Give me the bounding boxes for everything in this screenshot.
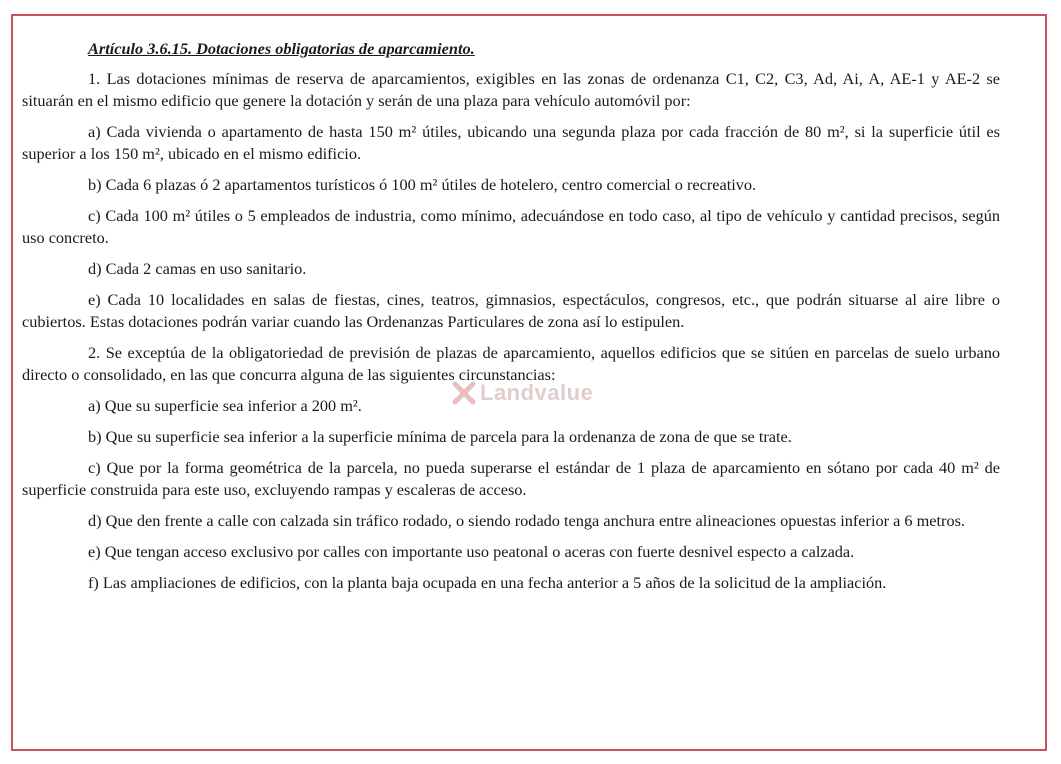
paragraph-2f: f) Las ampliaciones de edificios, con la planta baja ocupada en una fecha anterior a 5 años de la solicitud de la ampliación.: [88, 573, 887, 592]
paragraph-2a: a) Que su superficie sea inferior a 200 m².: [88, 396, 362, 415]
paragraph-1e: e) Cada 10 localidades en salas de fiestas, cines, teatros, gimnasios, espectáculos, congresos, etc., que podrán situarse al aire libre o cubiertos. Estas dotaciones podrán variar cuando las Ordenanzas Particulares de zona así lo estipulen.: [22, 290, 1000, 331]
paragraph-1d: d) Cada 2 camas en uso sanitario.: [88, 259, 307, 278]
watermark-text: Landvalue: [480, 380, 594, 405]
paragraph-1a: a) Cada vivienda o apartamento de hasta 150 m² útiles, ubicando una segunda plaza por cada fracción de 80 m², si la superficie útil es superior a los 150 m², ubicado en el mismo edificio.: [22, 122, 1000, 163]
paragraph-1: 1. Las dotaciones mínimas de reserva de aparcamientos, exigibles en las zonas de ordenanza C1, C2, C3, Ad, Ai, A, AE-1 y AE-2 se situarán en el mismo edificio que genere la dotación y serán de una plaza para vehículo automóvil por:: [22, 69, 1000, 110]
paragraph-2c: c) Que por la forma geométrica de la parcela, no pueda superarse el estándar de 1 plaza de aparcamiento en sótano por cada 40 m² de superficie construida para este uso, excluyendo rampas y escaleras de acceso.: [22, 458, 1000, 499]
paragraph-2d: d) Que den frente a calle con calzada sin tráfico rodado, o siendo rodado tenga anchura entre alineaciones opuestas inferior a 6 metros.: [88, 511, 966, 530]
paragraph-1b: b) Cada 6 plazas ó 2 apartamentos turísticos ó 100 m² útiles de hotelero, centro comercial o recreativo.: [88, 175, 757, 194]
paragraph-2b: b) Que su superficie sea inferior a la superficie mínima de parcela para la ordenanza de zona de que se trate.: [88, 427, 792, 446]
watermark: [452, 380, 593, 406]
document-body: [22, 38, 1000, 603]
article-title: Artículo 3.6.15. Dotaciones obligatorias de aparcamiento.: [88, 39, 475, 58]
paragraph-1c: c) Cada 100 m² útiles o 5 empleados de industria, como mínimo, adecuándose en todo caso, al tipo de vehículo y cantidad precisos, según uso concreto.: [22, 206, 1000, 247]
paragraph-2e: e) Que tengan acceso exclusivo por calles con importante uso peatonal o aceras con fuerte desnivel especto a calzada.: [88, 542, 855, 561]
paragraph-2: 2. Se exceptúa de la obligatoriedad de previsión de plazas de aparcamiento, aquellos edificios que se sitúen en parcelas de suelo urbano directo o consolidado, en las que concurra alguna de las siguientes circunstancias:: [22, 343, 1000, 384]
x-logo-icon: [452, 381, 476, 405]
